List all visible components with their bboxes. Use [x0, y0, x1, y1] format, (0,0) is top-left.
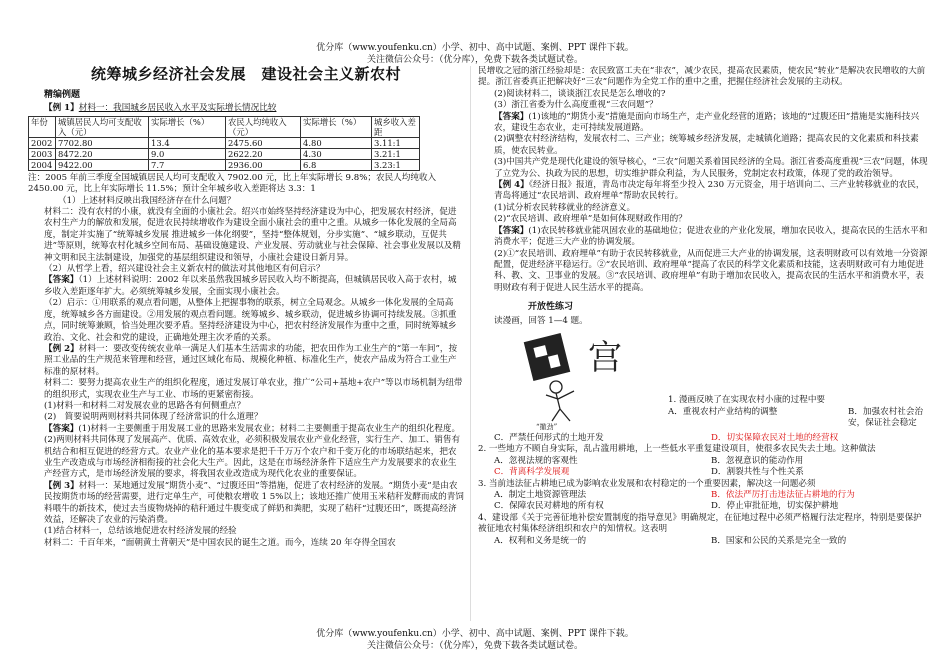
section-heading-examples: 精编例题 [44, 90, 81, 100]
page-header [0, 42, 950, 66]
question-3-2: (2)阅读材料二，谈谈浙江农民是怎么增收的? [494, 88, 666, 99]
answer-1-part-2: （2）启示：①用联系的观点看问题，从整体上把握事物的联系，树立全局观念。从城乡一体化发展的全局高度，统筹城乡各方面建设。②用发展的观点看问题。统筹城乡、城乡联动，促进城乡协调可持续发展。③抓重点，同时统筹兼顾，恰当处理次要矛盾。坚持经济建设为中心，把农村经济发展作为重中之重，同时统筹城乡政治、文化、社会和党的建设，正确地处理主次矛盾的关系。 [44, 298, 457, 343]
question-mc-4: 4、建设部《关于完善征地补偿安置制度的指导意见》明确规定，在征地过程中必须严格履行法定程序，特别是要保护被征地农村集体经济组织和农户的知情权。这表明 [478, 512, 922, 535]
cartoon-character: 宫 [588, 337, 622, 378]
question-1-1: （1）上述材料反映出我国经济存在什么问题？ [58, 195, 236, 206]
answer-2-part-2: (2)两则材料共同体现了发展高产、优质、高效农业，必须积极发展农业产业化经营，实行生产、加工、销售有机结合和相互促进的经营方式。农业产业化的基本要求是把千千万万个农户和千变万化的市场联结起来，把农业生产改造成与市场经济相衔接的社会化大生产。因此，这是在市场经济条件下适应生产力发展要求的农业生产经营方式，是市场经济发展的要求，将我国农业改造成为现代化农业的重要保证。 [44, 435, 461, 480]
table-note: 注：2005 年前三季度全国城镇居民人均可支配收入 7902.00 元，比上年实际增长 9.8%；农民人均纯收入 2450.00 元，比上年实际增长 11.5%；预计全年城乡收入差距将达 3.3：1 [28, 172, 437, 195]
example-2: 【例 2】材料一：要改变传统农业单一满足人们基本生活需求的功能，把农田作为工业生产的“第一车间”，按照工业品的生产规范来管理和经营，通过区域化布局、规模化种植、标准化生产，使农产品成为符合工业生产标准的原材料。 [44, 343, 458, 377]
footer-line-1: 优分库（www.youfenku.cn）小学、初中、高中试题、案例、PPT 课件下载。 [316, 629, 634, 639]
footer-line-2: 关注微信公众号：（优分库），免费下载各类试题试卷。 [366, 641, 583, 651]
question-mc-3: 3. 当前违法征占耕地已成为影响农业发展和农村稳定的一个重要因素，解决这一问题必须 [478, 478, 816, 489]
question-mc-2: 2. 一些地方不顾自身实际，乱占滥用耕地，上一些低水平重复建设项目，使很多农民失去土地。这种做法 [478, 444, 876, 455]
mc-4-options-ab: A．权利和义务是统一的 B．国家和公民的关系是完全一致的 [494, 535, 847, 546]
reading-instruction: 读漫画，回答 1—4 题。 [494, 315, 588, 326]
farmer-figure [546, 381, 574, 421]
mc-3-options-ab: A．制定土地资源管理法 B．依法严厉打击违法征占耕地的行为 [494, 489, 855, 500]
income-table [28, 116, 420, 171]
sign-block-left [524, 333, 571, 381]
table-row: 2004 9422.00 7.7 2936.00 6.8 3.23:1 [29, 159, 420, 170]
page-title: 统筹城乡经济社会发展 建设社会主义新农村 [90, 66, 401, 83]
answer-3-part-2: (2)调整农村经济结构，发展农村二、三产业；统筹城乡经济发展，走城镇化道路；提高农民的文化素质和科技素质，使农民转业。 [494, 134, 919, 156]
question-3-3: (3）浙江省委为什么高度重视“三农问题”？ [494, 100, 658, 111]
header-line-1: 优分库（www.youfenku.cn）小学、初中、高中试题、案例、PPT 课件下载。 [316, 43, 634, 53]
header-line-2: 关注微信公众号：（优分库），免费下载各类试题试卷。 [366, 55, 583, 65]
table-header-row: 年份 城镇居民人均可支配收入（元） 实际增长（%） 农民人均纯收入（元） 实际增长（%） 城乡收入差距 [29, 116, 420, 137]
answer-3: 【答案】(1)该地的“期货小麦”措施是面向市场生产，走产业化经营的道路；该地的“过腹还田”措施是实施科技兴农，建设生态农业，走可持续发展道路。 [494, 111, 920, 134]
mc-2-options-ab: A．忽视法规的客观性 B．忽视意识的能动作用 [494, 455, 804, 466]
answer-4: 【答案】(1)农民转移就业能巩固农业的基础地位；促进农业的产业化发展，增加农民收入，提高农民的生活水平和消费水平；促进三大产业的协调发展。 [494, 225, 928, 248]
cartoon-area [478, 329, 928, 431]
example-2-material-2: 材料二：要努力提高农业生产的组织化程度，通过发展订单农业，推广“公司+基地+农户”等以市场机制为纽带的组织形式，实现农业生产与工业、市场的更紧密衔接。 [44, 378, 463, 400]
cartoon-image [478, 329, 668, 431]
page-footer [0, 628, 950, 652]
mc-1-option-b: B．加强农村社会治安，保证社会稳定 [848, 406, 924, 429]
answer-4-part-2: (2)①“农民培训、政府埋单”有助于农民转移就业，从而促进三大产业的协调发展，这表明财政可以有效地一分资源配置，促进经济平稳运行。②“农民培训、政府埋单”提高了农民的科学文化素质和技能，这表明财政可有力地促进科、教、文、卫事业的发展。③“农民培训、政府埋单”有助于增加农民收入，提高农民的生活水平和消费水平，表明财政有利于促进人民生活水平的提高。 [494, 248, 928, 293]
material-2: 材料二：没有农村的小康，就没有全面的小康社会。绍兴市始终坚持经济建设为中心，把发展农村经济，促进农村生产力的解放和发展，促进农民持续增收作为建设全面小康社会的重中之重。从城乡一体化发展的全局高度，制定并实施了“统筹城乡发展 推进城乡一体化纲要”，坚持“整体规划，分步实施”、“城乡联动，互促共进”等原则，统筹农村化城乡空间布局、基础设施建设、产业发展、劳动就业与社会保障、社会事业发展以及精神文明和民主法制建设，加强党的基层组织建设和领导，小康社会建设日新月异。 [44, 207, 461, 263]
mc-1-option-a: A．重视农村产业结构的调整 [668, 406, 778, 417]
question-2-2: (2) 简要说明两则材料共同体现了经济常识的什么道理？ [44, 412, 263, 423]
answer-1: 【答案】（1）上述材料说明：2002 年以来虽然我国城乡居民收入均不断提高，但城镇居民收入高于农村，城乡收入差距逐年扩大。必须统筹城乡发展，全面实现小康社会。 [44, 275, 457, 297]
mc-2-options-cd: C．背离科学发展观 D．割裂共性与个性关系 [494, 467, 804, 478]
question-2-1: (1)材料一和材料二对发展农业的思路各有何侧重点？ [44, 400, 246, 411]
question-4-2: (2)“农民培训、政府埋单”是如何体现财政作用的？ [494, 214, 687, 225]
right-column [478, 66, 928, 621]
material-2-continued: 民增收之冠的浙江经验却是：农民致富工夫在“非农”，减少农民，提高农民素质，使农民“转业”是解决农民增收的大前提。浙江省委真正把解决好“三农”问题作为全党工作的重中之重，把握住经济社会发展的主动权。 [478, 66, 926, 88]
answer-3-part-3: (3)中国共产党是现代化建设的领导核心，“三农”问题关系着国民经济的全局。浙江省委高度重视“三农”问题，体现了立党为公、执政为民的思想，切实维护群众利益，为人民服务，党制定农村政策，体现了党的政治领导。 [494, 157, 928, 179]
question-3-1: (1)结合材料一，总结该地促进农村经济发展的经验 [44, 526, 237, 537]
left-column [28, 66, 464, 621]
example-3: 【例 3】材料一：某地通过发展“期货小麦”、“过腹还田”等措施，促进了农村经济的发展。“期货小麦”是由农民按期货市场的经营需要，进行定单生产，可使粮农增收 1 5%以上；该地还推广使用玉米秸秆发酵而成的青饲料喂牛的新技术，使过去当废物烧掉的秸秆通过牛腹变成了鲜奶和粪肥，实现了秸秆“过腹还田”，既提高经济效益，还解决了农业的污染消费。 [44, 480, 464, 525]
answer-2: 【答案】(1)材料一主要侧重于用发展工业的思路来发展农业；材料二主要侧重于提高农业生产的组织化程度。 [44, 423, 461, 434]
section-heading-practice: 开放性练习 [528, 302, 574, 313]
table-row: 2002 7702.80 13.4 2475.60 4.80 3.11:1 [29, 137, 420, 148]
example-4: 【例 4】《经济日报》报道，青岛市决定每年将至少投入 230 万元资金，用于培训向二、三产业转移就业的农民，青岛将通过“农民培训、政府埋单”帮助农民转行。 [494, 180, 925, 202]
example-3-material-2: 材料二：千百年来，“面朝黄土背朝天”是中国农民的诞生之道。而今，连续 20 年夺得全国农 [44, 537, 396, 548]
cartoon-caption: “撤劲” [536, 422, 558, 431]
question-4-1: (1)试分析农民转移就业的经济意义。 [494, 202, 636, 213]
example-1-intro: 【例 1】材料一：我国城乡居民收入水平及实际增长情况比较 [44, 103, 277, 114]
question-mc-1: 1. 漫画反映了在实现农村小康的过程中要 [668, 394, 826, 405]
mc-3-options-cd: C．保障农民对耕地的所有权 D．停止审批征地，切实保护耕地 [494, 501, 839, 512]
column-divider [470, 66, 471, 621]
table-row: 2003 8472.20 9.0 2622.20 4.30 3.21:1 [29, 148, 420, 159]
mc-1-options-cd: C．严禁任何形式的土地开发 D．切实保障农民对土地的经营权 [494, 432, 839, 443]
question-1-2: （2）从哲学上看，绍兴建设社会主义新农村的做法对其他地区有何启示？ [44, 264, 325, 275]
